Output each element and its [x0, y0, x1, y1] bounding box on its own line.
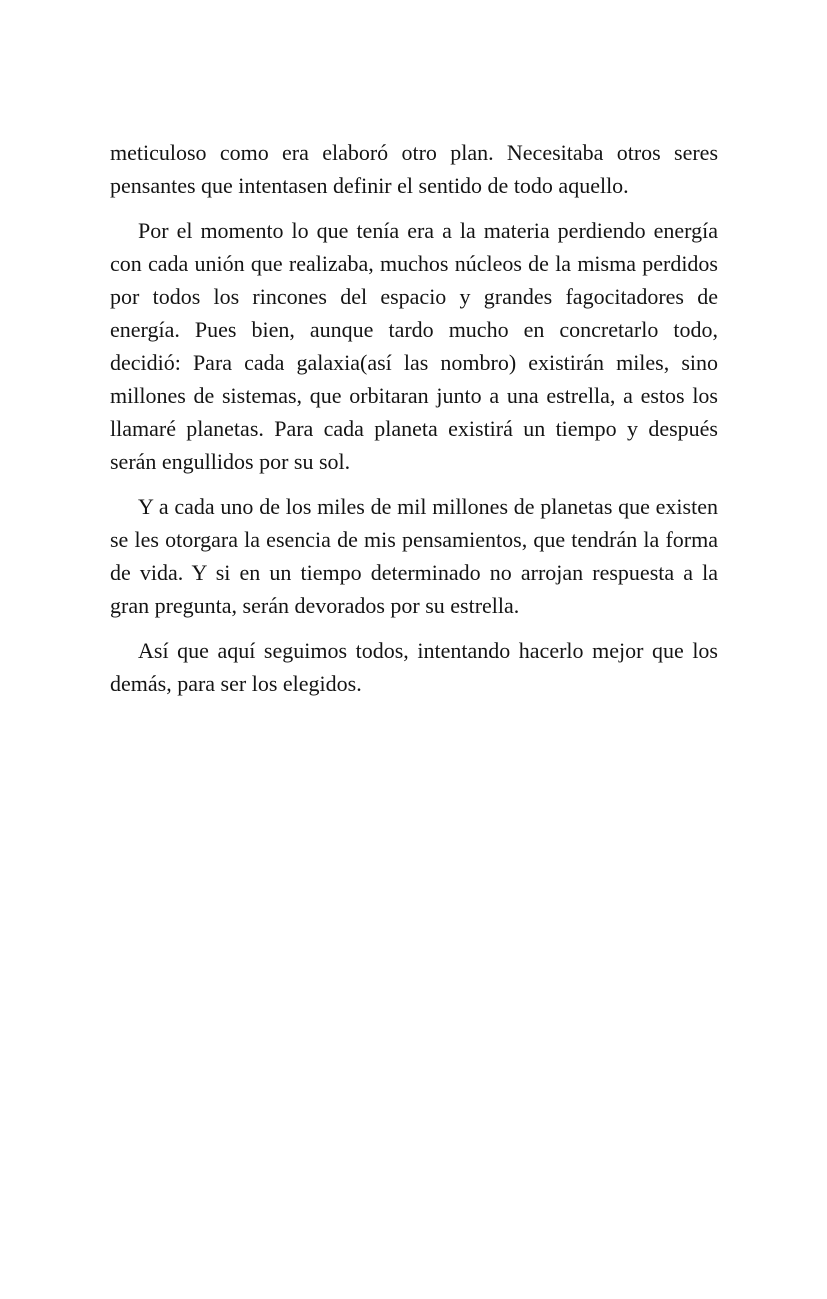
paragraph: Por el momento lo que tenía era a la materia perdiendo energía con cada unión que realizaba, muchos núcleos de la misma perdidos por todos los rincones del espacio y grandes fagocitadores de energía. Pues bien, aunque tardo mucho en concretarlo todo, decidió: Para cada galaxia(así las nombro) existirán miles, sino millones de sistemas, que orbitaran junto a una estrella, a estos los llamaré planetas. Para cada planeta existirá un tiempo y después serán engullidos por su sol. — [110, 218, 718, 474]
paragraph: Y a cada uno de los miles de mil millones de planetas que existen se les otorgara la esencia de mis pensamientos, que tendrán la forma de vida. Y si en un tiempo determinado no arrojan respuesta a la gran pregunta, serán devorados por su estrella. — [110, 494, 718, 618]
paragraph: Así que aquí seguimos todos, intentando hacerlo mejor que los demás, para ser los elegidos. — [110, 638, 718, 696]
page-text-block — [110, 136, 718, 712]
paragraph-continuation: meticuloso como era elaboró otro plan. Necesitaba otros seres pensantes que intentasen definir el sentido de todo aquello. — [110, 140, 718, 198]
